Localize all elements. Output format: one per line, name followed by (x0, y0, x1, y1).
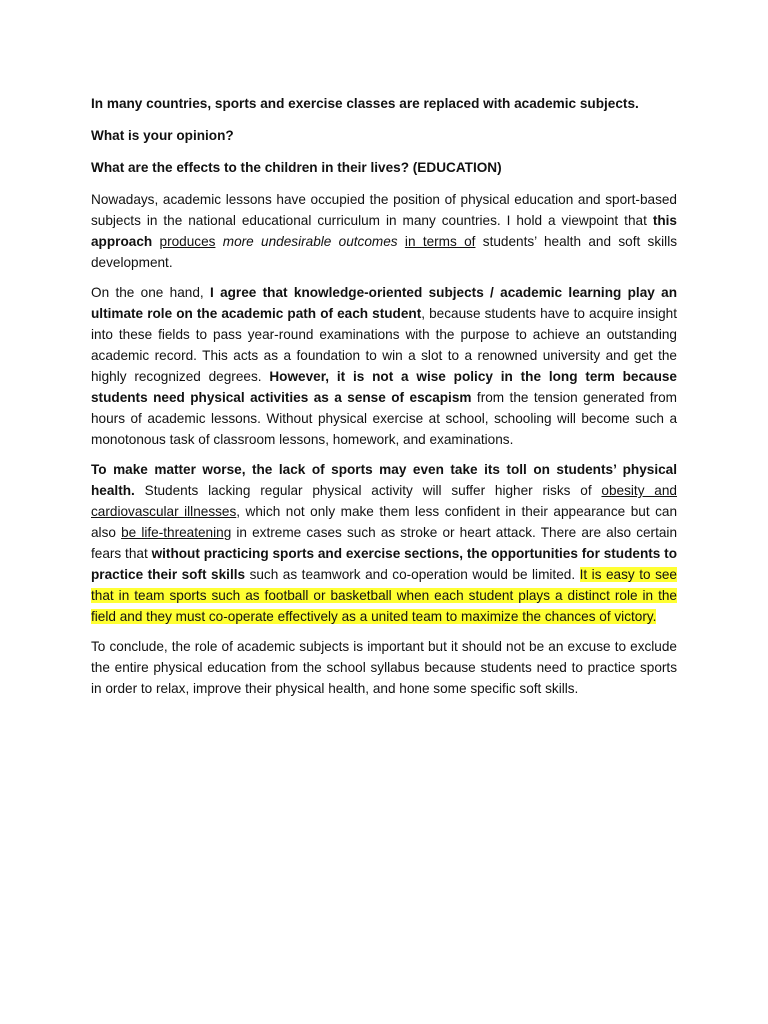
body1-text-1: On the one hand, (91, 285, 210, 300)
essay-content (91, 93, 677, 708)
body2-text-2: , which not only make them less confident in their appearance but can also (91, 504, 678, 540)
body2-text-1: Students lacking regular physical activity will suffer higher risks of (134, 483, 602, 498)
intro-italic-outcomes: more undesirable outcomes (222, 234, 398, 249)
intro-space-1 (152, 234, 159, 249)
body-paragraph-2 (91, 459, 677, 627)
body1-bold-agree: I agree that knowledge-oriented subjects / academic learning play an ultimate role on the academic path of each student (91, 285, 677, 321)
body2-highlighted-example: It is easy to see that in team sports such as football or basketball when each student plays a distinct role in the field and they must co-operate effectively as a united team to maximize the chances of victory. (91, 567, 677, 624)
intro-space-3 (398, 234, 405, 249)
intro-text-1: Nowadays, academic lessons have occupied the position of physical education and sport-based subjects in the national educational curriculum in many countries. I hold a viewpoint that (91, 192, 677, 228)
body2-underline-obesity: obesity and cardiovascular illnesses (91, 483, 677, 519)
conclusion-paragraph: To conclude, the role of academic subjects is important but it should not be an excuse to exclude the entire physical education from the school syllabus because students need to practice sports in order to relax, improve their physical health, and hone some specific soft skills. (91, 639, 677, 696)
body2-text-4: such as teamwork and co-operation would be limited. (245, 567, 580, 582)
body-paragraph-1 (91, 282, 677, 450)
body1-text-3: from the tension generated from hours of academic lessons. Without physical exercise at school, schooling will become such a monotonous task of classroom lessons, homework, and examinations. (91, 390, 677, 447)
prompt-topic: In many countries, sports and exercise classes are replaced with academic subjects. (91, 96, 639, 111)
intro-underline-produces: produces (159, 234, 216, 249)
body1-bold-however: However, it is not a wise policy in the long term because students need physical activities as a sense of escapism (91, 369, 677, 405)
body2-underline-threatening: be life-threatening (121, 525, 232, 540)
body2-bold-soft-skills: without practicing sports and exercise sections, the opportunities for students to practice their soft skills (91, 546, 677, 582)
intro-underline-terms: in terms of (404, 234, 476, 249)
intro-text-2: students’ health and soft skills development. (91, 234, 678, 270)
intro-space-2 (215, 234, 222, 249)
intro-bold-approach: this approach (91, 213, 677, 249)
prompt-opinion-question: What is your opinion? (91, 128, 234, 143)
prompt-effects-question: What are the effects to the children in their lives? (EDUCATION) (91, 160, 502, 175)
body2-text-3: in extreme cases such as stroke or heart attack. There are also certain fears that (91, 525, 678, 561)
body2-bold-topic: To make matter worse, the lack of sports may even take its toll on students’ physical health. (91, 462, 677, 498)
body1-text-2: , because students have to acquire insight into these fields to pass year-round examinations with the purpose to achieve an outstanding academic record. This acts as a foundation to win a slot to a renowned university and get the highly recognized degrees. (91, 306, 678, 384)
intro-paragraph (91, 189, 677, 273)
